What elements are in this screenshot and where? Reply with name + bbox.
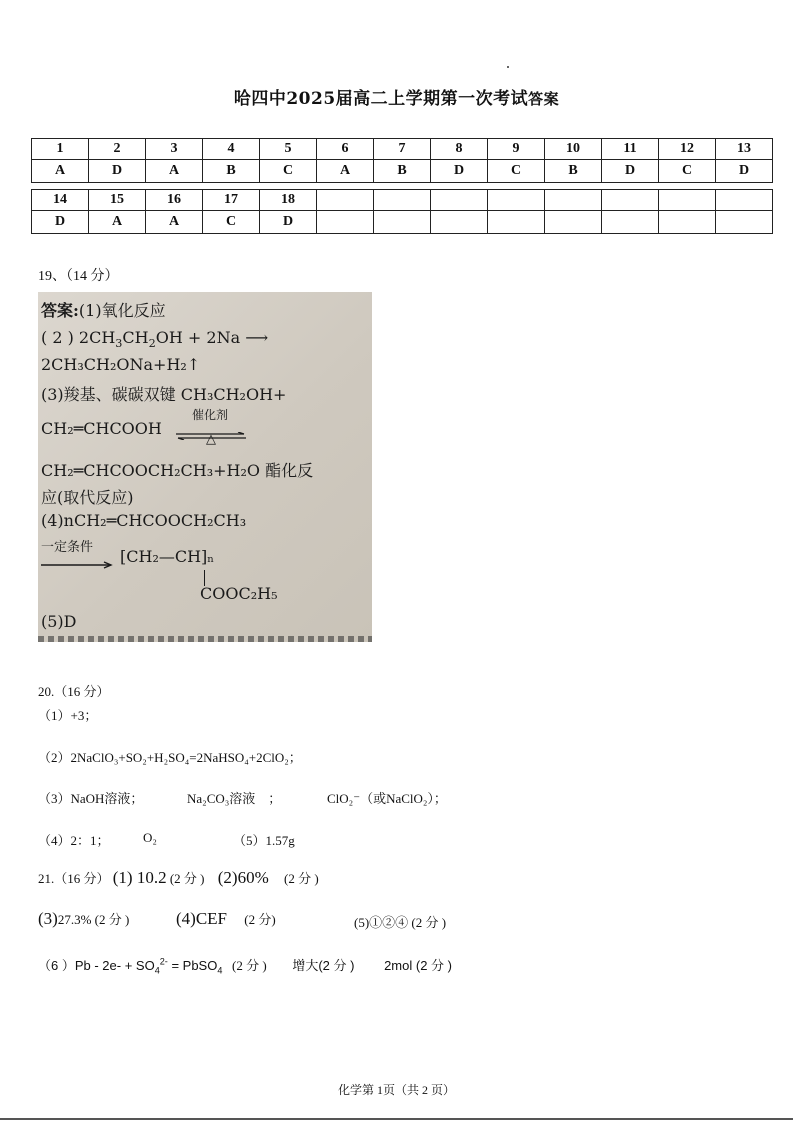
photo-cut-text [38, 636, 372, 642]
answer-row-cell: A [32, 160, 89, 183]
answer-row [32, 211, 773, 234]
title-main: 哈四中2025届高二上学期第一次考试 [233, 89, 529, 109]
q20-header: 20.（16 分） [38, 684, 110, 699]
q20-part3c: ClO₂⁻（或NaClO₂）； [327, 791, 447, 806]
question-number-row-cell [716, 190, 773, 211]
q21-part6-trend: 增大(2 分 ) [292, 958, 355, 973]
q21-line3: （6 ）$Pb - 2e- + SO_4^{2-}$ = PbSO$_4$ (2 分 ) 增大(2 分 ) 2mol (2 分 ) [38, 956, 452, 976]
answer-row-cell: A [146, 211, 203, 234]
title-suffix: 答案 [528, 90, 560, 108]
answer-row-cell [659, 211, 716, 234]
gap-cell [260, 183, 317, 190]
q21-header: 21.（16 分） [38, 871, 110, 886]
question-number-row-cell: 12 [659, 139, 716, 160]
gap-cell [602, 183, 659, 190]
answer-row-cell: B [203, 160, 260, 183]
answer-row-cell [431, 211, 488, 234]
question-number-row-cell: 15 [89, 190, 146, 211]
q21-part2: (2)60% [217, 868, 269, 887]
question-number-row-cell: 14 [32, 190, 89, 211]
page-title [0, 84, 793, 109]
question-number-row-cell: 1 [32, 139, 89, 160]
table-gap [32, 183, 773, 190]
gap-cell [146, 183, 203, 190]
question-number-row-cell: 17 [203, 190, 260, 211]
q21-part4: (4)CEF (2 分) [176, 909, 276, 928]
photo-line-11: (5)D [41, 612, 77, 631]
photo-line-10: COOC₂H₅ [200, 584, 278, 603]
answer-row-cell [545, 211, 602, 234]
q21-part5: (5)①②④ (2 分 ) [354, 915, 447, 930]
question-number-row [32, 190, 773, 211]
photo-line-3: 2CH₃CH₂ONa+H₂↑ [41, 355, 201, 374]
condition-arrow [41, 554, 113, 562]
q20-part4b: O₂ [143, 830, 157, 845]
answer-row-cell [488, 211, 545, 234]
q21-part3: (3) [38, 909, 58, 928]
q21-line2: (3)27.3% (2 分 ) [38, 909, 130, 928]
q20-part3a: （3）NaOH溶液； [38, 791, 144, 806]
q20-part4a: （4）2：1； [38, 833, 110, 848]
question-number-row-cell: 4 [203, 139, 260, 160]
question-number-row-cell [545, 190, 602, 211]
q20-part2: （2）2NaClO₃+SO₂+H₂SO₄=2NaHSO₄+2ClO₂； [38, 750, 302, 765]
question-number-row-cell [374, 190, 431, 211]
answer-row-cell: D [716, 160, 773, 183]
heat-label: △ [206, 432, 216, 447]
question-number-row-cell [602, 190, 659, 211]
q19-header: 19、（14 分） [38, 269, 119, 284]
photo-line-5: CH₂═CHCOOH [41, 419, 162, 438]
answer-row-cell: A [317, 160, 374, 183]
answer-row-cell: B [545, 160, 602, 183]
answer-row-cell: B [374, 160, 431, 183]
answer-row [32, 160, 773, 183]
gap-cell [89, 183, 146, 190]
q21-part1: (1) 10.2 [112, 868, 167, 887]
answer-row-cell [374, 211, 431, 234]
bottom-rule [0, 1118, 793, 1120]
answer-row-cell: D [32, 211, 89, 234]
question-number-row [32, 139, 773, 160]
photo-line-4: (3)羧基、碳碳双键 CH₃CH₂OH+ [41, 385, 287, 404]
gap-cell [203, 183, 260, 190]
question-number-row-cell [659, 190, 716, 211]
answer-row-cell: C [260, 160, 317, 183]
answer-row-cell: D [431, 160, 488, 183]
q21-part6-amount: 2mol (2 分 ) [384, 958, 452, 973]
gap-cell [32, 183, 89, 190]
question-number-row-cell [488, 190, 545, 211]
question-number-row-cell: 10 [545, 139, 602, 160]
polymer-formula: [CH₂—CH]ₙ [120, 547, 215, 566]
scan-dot [507, 66, 509, 68]
question-number-row-cell: 6 [317, 139, 374, 160]
answer-row-cell: D [89, 160, 146, 183]
answer-row-cell: A [146, 160, 203, 183]
question-number-row-cell: 2 [89, 139, 146, 160]
answer-row-cell: D [602, 160, 659, 183]
question-number-row-cell: 9 [488, 139, 545, 160]
answer-row-cell: D [260, 211, 317, 234]
condition-label: 一定条件 [41, 540, 94, 555]
question-number-row-cell: 13 [716, 139, 773, 160]
question-number-row-cell: 7 [374, 139, 431, 160]
gap-cell [545, 183, 602, 190]
photo-line-8: (4)nCH₂═CHCOOCH₂CH₃ [41, 511, 247, 530]
answer-row-cell: C [659, 160, 716, 183]
question-number-row-cell [431, 190, 488, 211]
answer-row-cell [716, 211, 773, 234]
question-number-row-cell: 3 [146, 139, 203, 160]
gap-cell [488, 183, 545, 190]
q20-part1: （1）+3； [38, 708, 98, 723]
answer-table [31, 138, 773, 234]
q20-part5: （5）1.57g [233, 833, 295, 848]
gap-cell [659, 183, 716, 190]
gap-cell [374, 183, 431, 190]
question-number-row-cell: 5 [260, 139, 317, 160]
question-number-row-cell [317, 190, 374, 211]
q20-part3b: Na₂CO₃溶液 ； [187, 791, 282, 806]
question-number-row-cell: 16 [146, 190, 203, 211]
gap-cell [431, 183, 488, 190]
catalyst-label: 催化剂 [192, 408, 229, 422]
page-footer: 化学第 1页（共 2 页） [337, 1083, 455, 1097]
answer-row-cell [602, 211, 659, 234]
q19-answer-photo [38, 292, 372, 642]
photo-line-7: 应(取代反应) [41, 488, 134, 507]
answer-row-cell: C [488, 160, 545, 183]
gap-cell [317, 183, 374, 190]
question-number-row-cell: 8 [431, 139, 488, 160]
answer-row-cell [317, 211, 374, 234]
photo-line-2: ( 2 ) $2CH_3CH_2OH + 2Na$ ⟶ [41, 328, 269, 351]
question-number-row-cell: 18 [260, 190, 317, 211]
q21-line1: 21.（16 分） (1) 10.2 (2 分 ) (2)60% (2 分 ) [38, 868, 319, 887]
photo-line-1: 答案:(1)氧化反应 [41, 301, 166, 320]
answer-row-cell: A [89, 211, 146, 234]
question-number-row-cell: 11 [602, 139, 659, 160]
gap-cell [716, 183, 773, 190]
answer-row-cell: C [203, 211, 260, 234]
photo-line-6: CH₂═CHCOOCH₂CH₃+H₂O 酯化反 [41, 461, 314, 480]
